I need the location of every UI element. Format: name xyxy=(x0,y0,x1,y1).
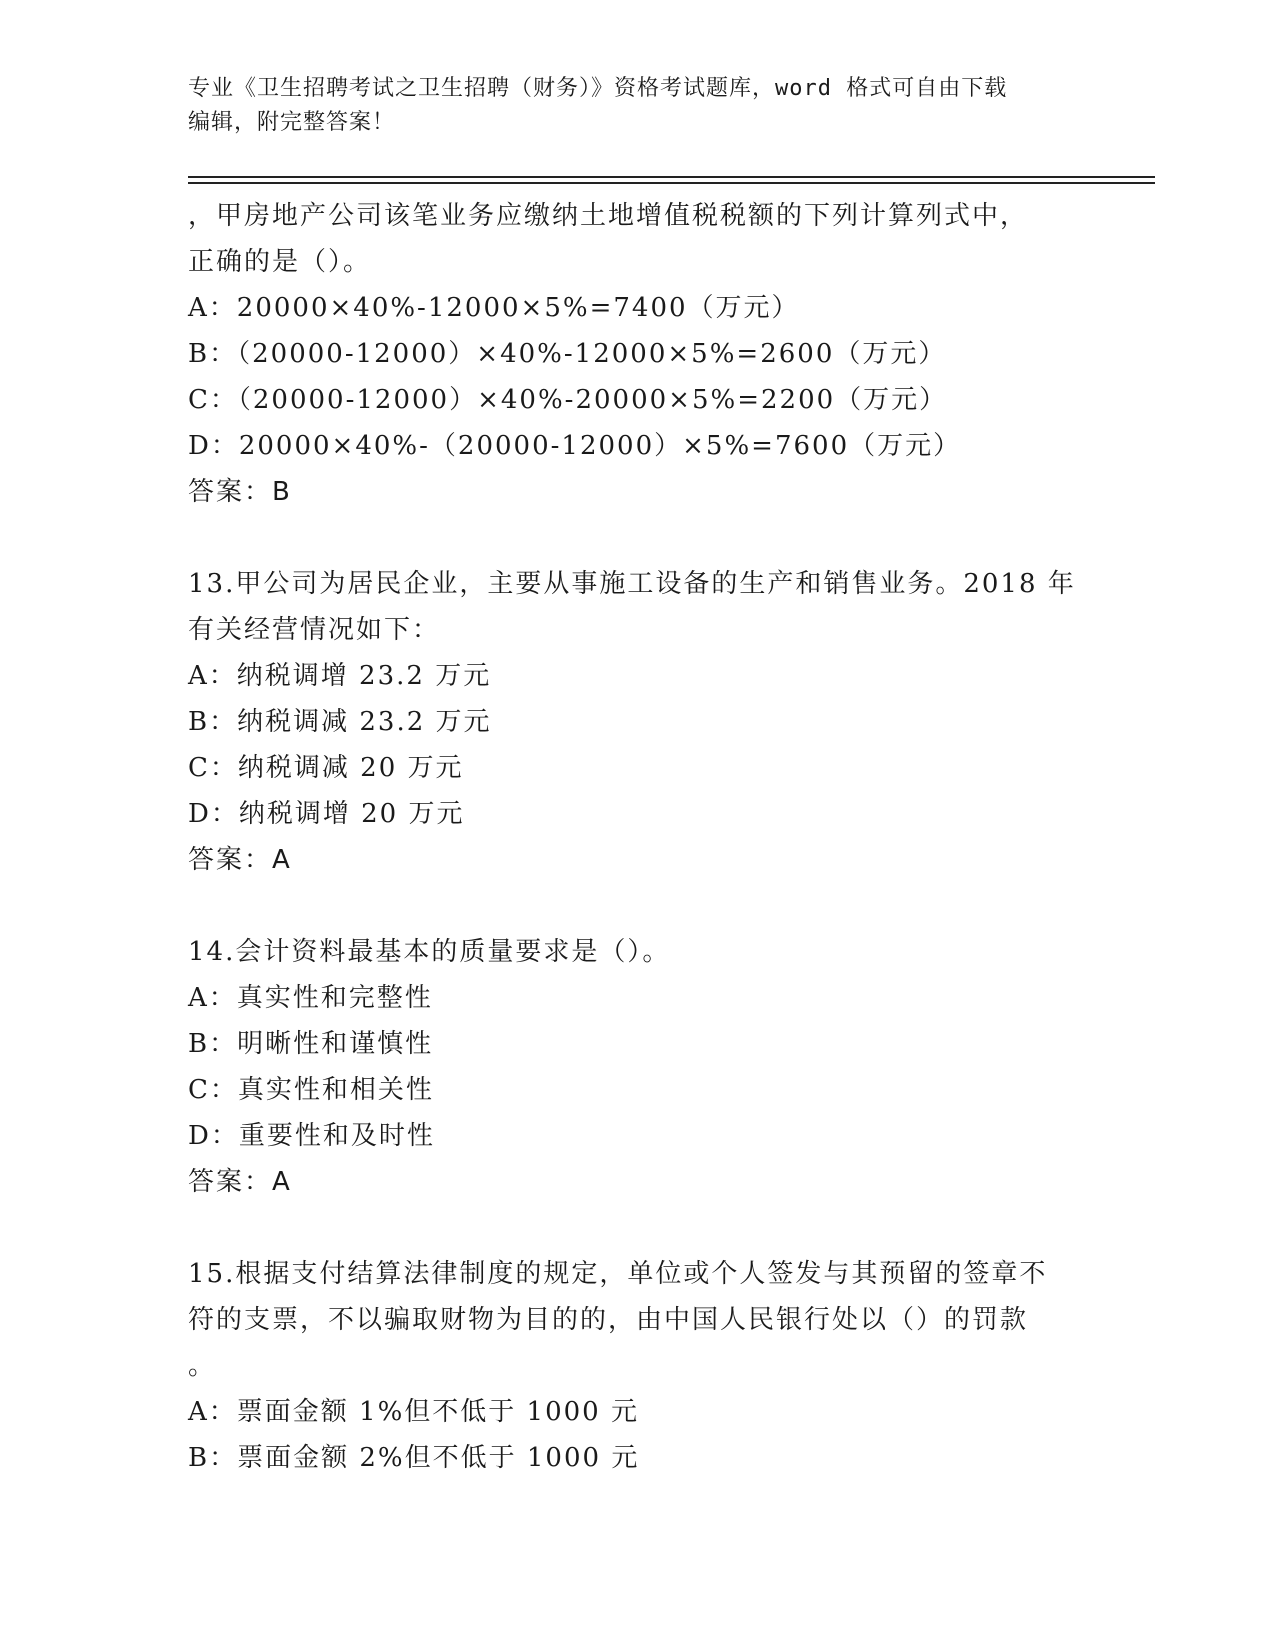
question-12-option-a: A：20000×40%-12000×5%=7400（万元） xyxy=(188,293,800,323)
question-14-option-c: C：真实性和相关性 xyxy=(188,1075,434,1105)
header-title-line-2: 编辑，附完整答案！ xyxy=(188,110,396,135)
question-13-answer: 答案：A xyxy=(188,845,292,875)
document-header xyxy=(188,72,1088,140)
question-12-option-d: D：20000×40%-（20000-12000）×5%=7600（万元） xyxy=(188,431,962,461)
question-list xyxy=(188,193,1108,1481)
question-15 xyxy=(188,1251,1108,1481)
question-13-option-a: A：纳税调增 23.2 万元 xyxy=(188,661,492,691)
spacer xyxy=(188,515,1108,561)
question-12-option-b: B：（20000-12000）×40%-12000×5%=2600（万元） xyxy=(188,339,947,369)
header-divider-top xyxy=(188,176,1155,178)
question-15-stem-line-1: 15.根据支付结算法律制度的规定，单位或个人签发与其预留的签章不 xyxy=(188,1259,1048,1289)
question-15-option-b: B：票面金额 2%但不低于 1000 元 xyxy=(188,1443,640,1473)
question-14-option-a: A：真实性和完整性 xyxy=(188,983,433,1013)
question-13-option-b: B：纳税调减 23.2 万元 xyxy=(188,707,492,737)
question-12-answer: 答案：B xyxy=(188,477,292,507)
question-13-option-c: C：纳税调减 20 万元 xyxy=(188,753,464,783)
header-divider-bottom xyxy=(188,182,1155,184)
question-15-option-a: A：票面金额 1%但不低于 1000 元 xyxy=(188,1397,639,1427)
question-13-option-d: D：纳税调增 20 万元 xyxy=(188,799,465,829)
question-12-stem-line-2: 正确的是（）。 xyxy=(188,247,372,277)
question-13-stem-line-2: 有关经营情况如下： xyxy=(188,615,441,645)
spacer xyxy=(188,883,1108,929)
question-14-answer: 答案：A xyxy=(188,1167,292,1197)
question-15-stem-line-2: 符的支票，不以骗取财物为目的的，由中国人民银行处以（）的罚款 xyxy=(188,1305,1029,1335)
question-14-option-b: B：明晰性和谨慎性 xyxy=(188,1029,434,1059)
question-12-stem-line-1: ，甲房地产公司该笔业务应缴纳土地增值税税额的下列计算列式中， xyxy=(188,201,1029,231)
question-12-option-c: C：（20000-12000）×40%-20000×5%=2200（万元） xyxy=(188,385,948,415)
spacer xyxy=(188,1205,1108,1251)
header-title-line-1: 专业《卫生招聘考试之卫生招聘（财务）》资格考试题库，word 格式可自由下载 xyxy=(188,76,1008,101)
question-14-stem-line-1: 14.会计资料最基本的质量要求是（）。 xyxy=(188,937,671,967)
question-14 xyxy=(188,929,1108,1205)
question-14-option-d: D：重要性和及时性 xyxy=(188,1121,435,1151)
question-13 xyxy=(188,561,1108,883)
question-15-stem-line-3: 。 xyxy=(188,1351,217,1381)
question-12 xyxy=(188,193,1108,515)
question-13-stem-line-1: 13.甲公司为居民企业，主要从事施工设备的生产和销售业务。2018 年 xyxy=(188,569,1076,599)
